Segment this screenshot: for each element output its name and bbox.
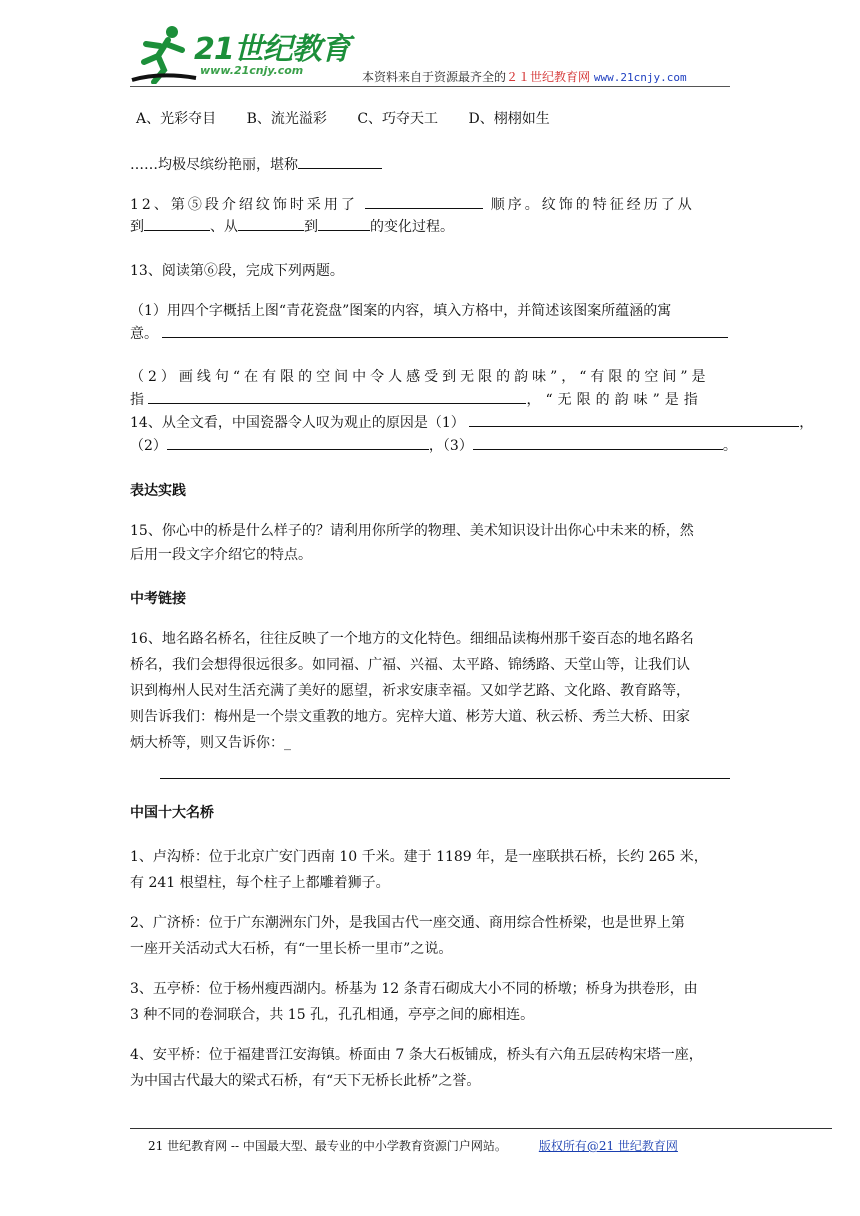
bridge-1-line1: 1、卢沟桥：位于北京广安门西南 10 千米。建于 1189 年，是一座联拱石桥，长约 265 米， <box>130 849 708 865</box>
answer-blank[interactable] <box>473 435 723 450</box>
option-a: A、光彩夺目 <box>136 111 217 127</box>
question-13-2-line1: （2）画线句“在有限的空间中令人感受到无限的韵味”，“有限的空间”是 <box>130 369 710 385</box>
answer-blank[interactable] <box>167 435 429 450</box>
question-text: 顺序。纹饰的特征经历了从 <box>490 197 695 213</box>
logo-text: 21世纪教育 <box>194 32 350 67</box>
header-divider <box>130 86 730 87</box>
question-text: ，（3） <box>428 438 473 454</box>
question-text: ， <box>799 415 814 431</box>
section-heading-express: 表达实践 <box>130 483 186 499</box>
question-16-line1: 16、地名路名桥名，往往反映了一个地方的文化特色。细细品读梅州那千姿百态的地名路名 <box>130 631 694 647</box>
question-text: 、从 <box>210 219 238 235</box>
footer-divider <box>130 1128 832 1129</box>
question-13-1-line1: （1）用四个字概括上图“青花瓷盘”图案的内容，填入方格中，并简述该图案所蕴涵的寓 <box>130 303 672 319</box>
answer-options <box>136 106 736 132</box>
answer-blank[interactable] <box>162 323 728 338</box>
footer <box>148 1137 678 1154</box>
copyright-link[interactable]: 版权所有@21 世纪教育网 <box>538 1139 678 1153</box>
question-text: 12、第⑤段介绍纹饰时采用了 <box>130 197 358 213</box>
question-14-line2 <box>130 433 737 459</box>
question-text: ，“无限的韵味”是指 <box>526 392 703 408</box>
question-13: 13、阅读第⑥段，完成下列两题。 <box>130 263 344 279</box>
option-d: D、栩栩如生 <box>468 111 550 127</box>
question-junji <box>130 152 730 178</box>
question-16-line3: 识到梅州人民对生活充满了美好的愿望，祈求安康幸福。又如学艺路、文化路、教育路等， <box>130 683 690 699</box>
bridge-4-line1: 4、安平桥：位于福建晋江安海镇。桥面由 7 条大石板铺成，桥头有六角五层砖构宋塔一座， <box>130 1047 703 1063</box>
question-13-1-line2 <box>130 321 730 347</box>
bridge-3-line2: 3 种不同的卷洞联合，共 15 孔，孔孔相通，亭亭之间的廊相连。 <box>130 1007 535 1023</box>
question-16-line4: 则告诉我们：梅州是一个崇文重教的地方。宪梓大道、彬芳大道、秋云桥、秀兰大桥、田家 <box>130 709 690 725</box>
question-15-line1: 15、你心中的桥是什么样子的？请利用你所学的物理、美术知识设计出你心中未来的桥，然 <box>130 523 694 539</box>
bridge-2-line1: 2、广济桥：位于广东潮洲东门外，是我国古代一座交通、商用综合性桥梁，也是世界上第 <box>130 915 685 931</box>
answer-blank[interactable] <box>298 154 382 169</box>
bridge-4-line2: 为中国古代最大的梁式石桥，有“天下无桥长此桥”之誉。 <box>130 1073 481 1089</box>
question-text: （2） <box>130 438 167 454</box>
footer-text: 21 世纪教育网 -- 中国最大型、最专业的中小学教育资源门户网站。 <box>148 1139 507 1153</box>
bridge-2-line2: 一座开关活动式大石桥，有“一里长桥一里市”之说。 <box>130 941 453 957</box>
answer-blank[interactable] <box>238 216 304 231</box>
answer-blank[interactable] <box>469 412 799 427</box>
question-text: 到 <box>304 219 318 235</box>
question-16-line2: 桥名，我们会想得很远很多。如同福、广福、兴福、太平路、锦绣路、天堂山等，让我们认 <box>130 657 690 673</box>
answer-blank[interactable] <box>144 216 210 231</box>
header-site-name: ２１世纪教育网 <box>506 70 591 84</box>
question-text: 。 <box>722 438 737 454</box>
site-logo <box>130 18 350 88</box>
section-heading-exam-link: 中考链接 <box>130 591 186 607</box>
option-c: C、巧夺天工 <box>357 111 439 127</box>
question-text: 到 <box>130 219 144 235</box>
answer-line[interactable] <box>160 778 730 779</box>
bridge-3-line1: 3、五亭桥：位于杨州瘦西湖内。桥基为 12 条青石砌成大小不同的桥墩；桥身为拱卷形，由 <box>130 981 698 997</box>
question-15-line2: 后用一段文字介绍它的特点。 <box>130 547 312 563</box>
answer-blank[interactable] <box>148 389 526 404</box>
answer-blank[interactable] <box>365 194 483 209</box>
running-figure-icon <box>130 22 200 84</box>
bridge-1-line2: 有 241 根望柱，每个柱子上都雕着狮子。 <box>130 875 390 891</box>
header-prefix: 本资料来自于资源最齐全的 <box>362 70 507 84</box>
logo-url: www.21cnjy.com <box>200 64 304 77</box>
question-text: ……均极尽缤纷艳丽，堪称 <box>130 157 298 173</box>
answer-blank[interactable] <box>318 216 370 231</box>
question-16-line5: 炳大桥等，则又告诉你：_ <box>130 735 291 751</box>
section-heading-bridges: 中国十大名桥 <box>130 805 214 821</box>
question-text: 意。 <box>130 326 158 342</box>
question-text: 14、从全文看，中国瓷器令人叹为观止的原因是（1） <box>130 415 465 431</box>
header-url: www.21cnjy.com <box>593 71 687 84</box>
question-text: 指 <box>130 392 144 408</box>
option-b: B、流光溢彩 <box>246 111 327 127</box>
question-text: 的变化过程。 <box>370 219 454 235</box>
question-12-line2 <box>130 214 730 240</box>
header-source-text <box>362 68 687 85</box>
